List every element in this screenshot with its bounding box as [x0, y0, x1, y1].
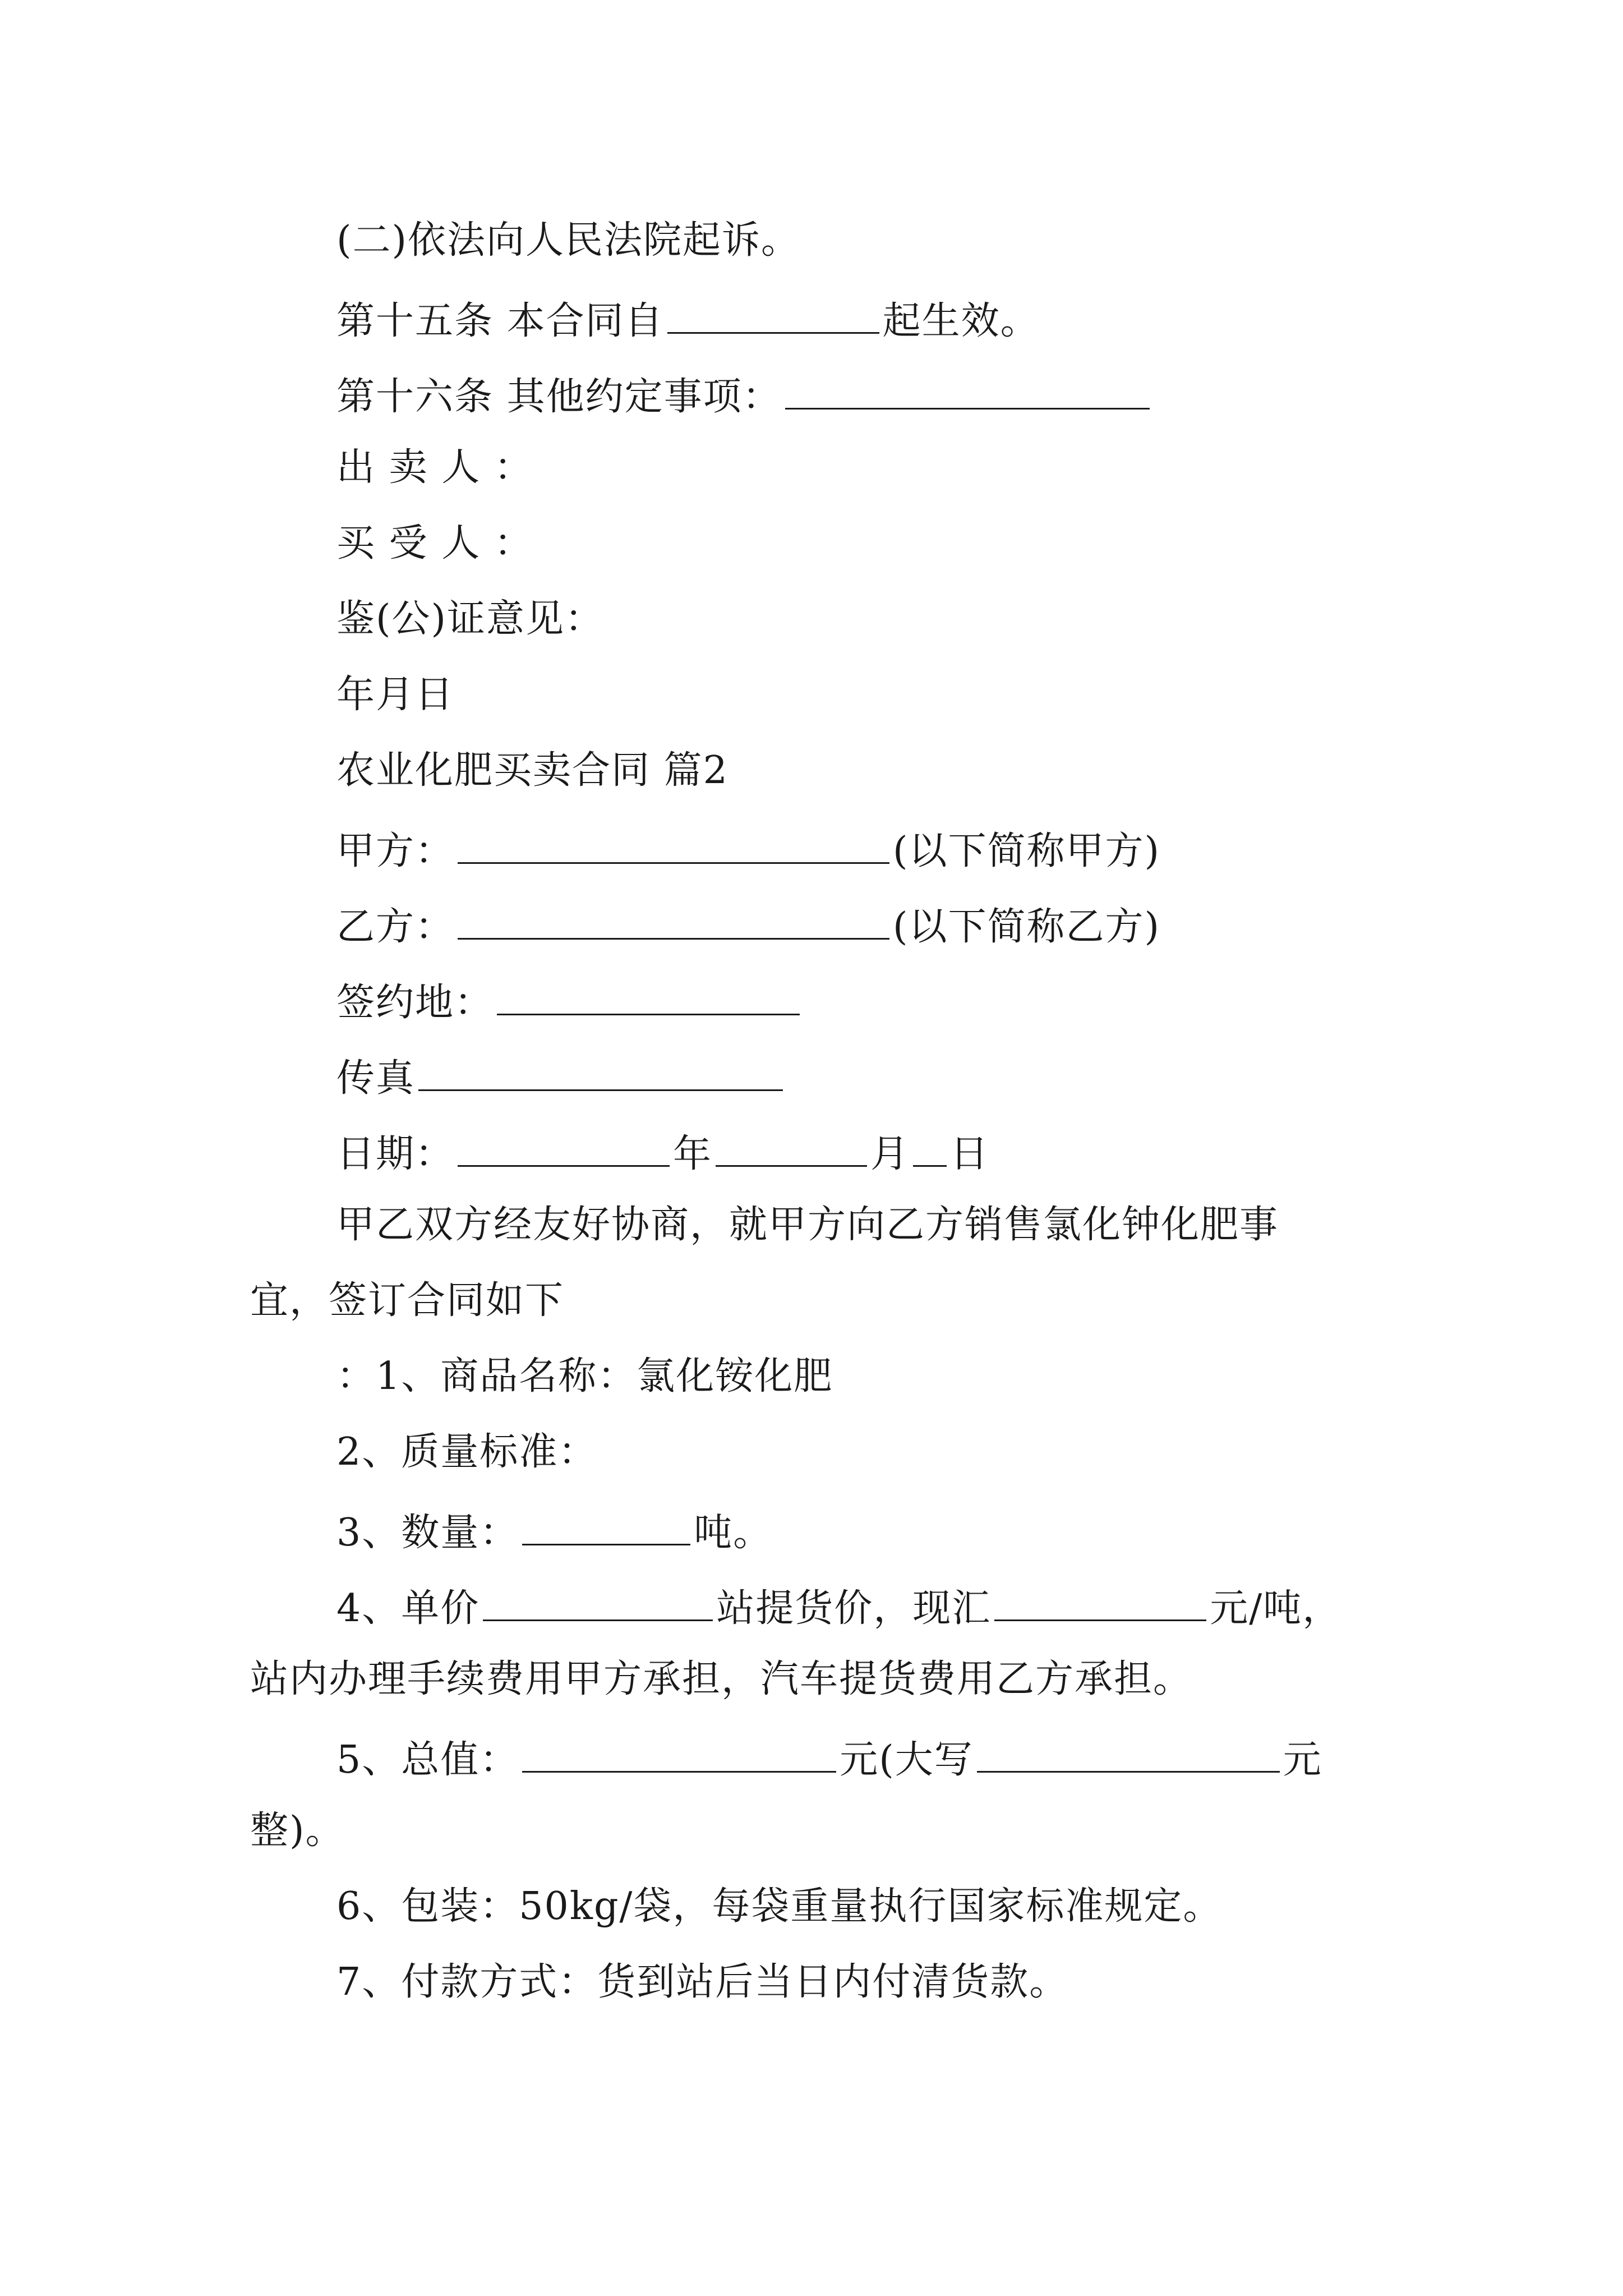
blank-signing-place	[497, 979, 800, 1015]
line-notary-opinion: 鉴(公)证意见：	[336, 597, 605, 641]
item-total-value: 5、总值： 元(大写 元	[336, 1736, 1322, 1779]
item-total-value-cont: 整)。	[250, 1809, 345, 1853]
blank-effective-date	[667, 297, 879, 334]
blank-fax	[418, 1055, 783, 1091]
item-quantity: 3、数量： 吨。	[336, 1509, 772, 1552]
line-signing-place: 签约地：	[336, 979, 803, 1022]
line-article-16: 第十六条 其他约定事项：	[336, 373, 1153, 416]
blank-quantity	[522, 1509, 690, 1545]
blank-station	[483, 1585, 713, 1621]
line-signing-date: 日期： 年 月 日	[336, 1130, 989, 1174]
item-payment: 7、付款方式：货到站后当日内付清货款。	[336, 1960, 1069, 2004]
line-fax: 传真	[336, 1055, 786, 1098]
paragraph-intro-line2: 宜，签订合同如下	[250, 1278, 565, 1323]
line-party-a: 甲方： (以下简称甲方)	[336, 827, 1160, 871]
paragraph-intro-line1: 甲乙双方经友好协商，就甲方向乙方销售氯化钟化肥事	[336, 1203, 1279, 1247]
line-date-ymd: 年月日	[336, 673, 455, 717]
line-seller: 出 卖 人 ：	[336, 445, 533, 490]
line-litigation: (二)依法向人民法院起诉。	[336, 218, 801, 263]
section-title: 农业化肥买卖合同 篇2	[336, 748, 728, 793]
item-product-name: ：1、商品名称：氯化铵化肥	[336, 1354, 833, 1398]
blank-party-b	[458, 903, 889, 940]
blank-day	[913, 1130, 947, 1167]
item-packaging: 6、包装：50kg/袋，每袋重量执行国家标准规定。	[336, 1884, 1223, 1929]
line-party-b: 乙方： (以下简称乙方)	[336, 903, 1160, 946]
blank-year	[458, 1130, 670, 1167]
blank-unit-price	[994, 1585, 1206, 1621]
blank-total-uppercase	[977, 1736, 1280, 1773]
item-quality-standard: 2、质量标准：	[336, 1430, 598, 1474]
blank-other-matters	[785, 373, 1150, 409]
line-article-15: 第十五条 本合同自 起生效。	[336, 297, 1040, 341]
blank-month	[716, 1130, 867, 1167]
item-unit-price: 4、单价 站提货价，现汇 元/吨，	[336, 1585, 1341, 1628]
line-buyer: 买 受 人 ：	[336, 521, 533, 565]
blank-party-a	[458, 827, 889, 864]
blank-total-value	[522, 1736, 836, 1773]
item-unit-price-cont: 站内办理手续费用甲方承担，汽车提货费用乙方承担。	[250, 1657, 1193, 1701]
